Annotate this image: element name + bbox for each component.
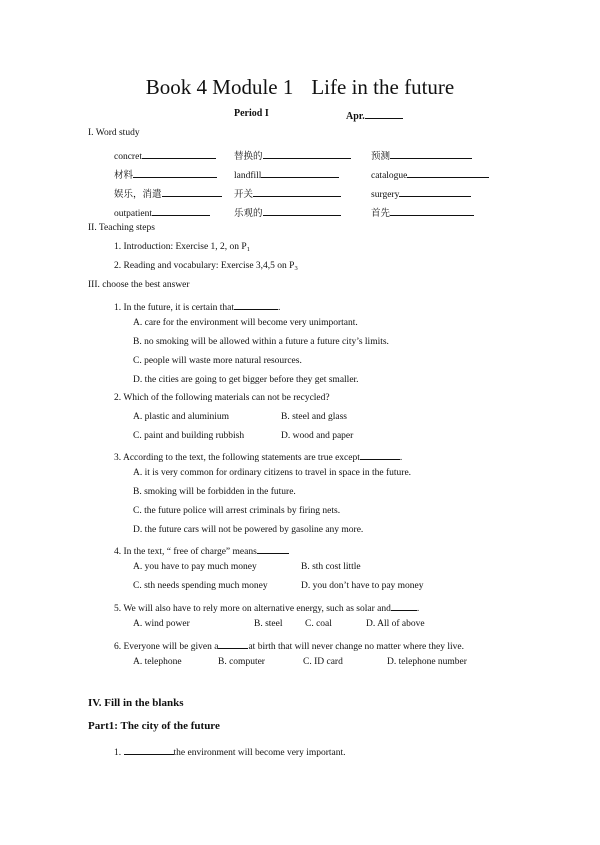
option: D. All of above <box>366 619 425 629</box>
date-blank <box>365 108 403 119</box>
choose-heading: III. choose the best answer <box>88 280 190 290</box>
word-item: surgery <box>371 186 471 200</box>
option: B. computer <box>218 657 265 667</box>
option: D. the cities are going to get bigger before they get smaller. <box>133 375 359 385</box>
option: B. sth cost little <box>301 562 361 572</box>
word-item: 首先 <box>371 205 474 219</box>
date-label: Apr. <box>346 111 365 122</box>
date-field <box>346 108 403 122</box>
option: B. smoking will be forbidden in the future. <box>133 487 296 497</box>
option: C. sth needs spending much money <box>133 581 268 591</box>
option: A. wind power <box>133 619 190 629</box>
question-2: 2. Which of the following materials can not be recycled? <box>114 393 330 403</box>
word-item: 乐观的 <box>234 205 341 219</box>
word-item: 替换的 <box>234 148 351 162</box>
part-title: Part1: The city of the future <box>88 720 220 732</box>
option: A. it is very common for ordinary citizens to travel in space in the future. <box>133 468 412 478</box>
word-item: 预测 <box>371 148 472 162</box>
option: C. the future police will arrest criminals by firing nets. <box>133 506 341 516</box>
word-item: 开关 <box>234 186 341 200</box>
fill-heading: IV. Fill in the blanks <box>88 697 184 709</box>
option: A. plastic and aluminium <box>133 412 230 422</box>
option: D. you don’t have to pay money <box>301 581 424 591</box>
word-item: 材料 <box>114 167 217 181</box>
period-label: Period I <box>234 108 269 119</box>
word-item: landfill <box>234 167 339 181</box>
option: D. the future cars will not be powered by gasoline any more. <box>133 525 364 535</box>
word-item: catalogue <box>371 167 489 181</box>
option: B. no smoking will be allowed within a future a future city’s limits. <box>133 337 389 347</box>
question-5: 5. We will also have to rely more on alternative energy, such as solar and . <box>114 600 419 614</box>
option: A. telephone <box>133 657 182 667</box>
option: D. telephone number <box>387 657 467 667</box>
option: C. ID card <box>303 657 343 667</box>
question-1: 1. In the future, it is certain that . <box>114 299 280 313</box>
title-book-module: Book 4 Module 1 <box>145 75 294 99</box>
option: C. paint and building rubbish <box>133 431 245 441</box>
teaching-steps-heading: II. Teaching steps <box>88 223 155 233</box>
page-title <box>0 75 600 100</box>
option: B. steel <box>254 619 283 629</box>
question-3: 3. According to the text, the following statements are true except . <box>114 449 402 463</box>
word-study-heading: I. Word study <box>88 128 140 138</box>
step-2: 2. Reading and vocabulary: Exercise 3,4,5 on $P_3$ <box>114 261 298 272</box>
option: A. you have to pay much money <box>133 562 257 572</box>
option: C. people will waste more natural resources. <box>133 356 302 366</box>
option: D. wood and paper <box>281 431 354 441</box>
word-item: 娱乐，消遣 <box>114 186 222 200</box>
option: B. steel and glass <box>281 412 347 422</box>
question-4: 4. In the text, “ free of charge” means <box>114 543 289 557</box>
fill-item-1: 1. the environment will become very important. <box>114 744 346 758</box>
option: C. coal <box>305 619 332 629</box>
word-item: outpatient <box>114 205 210 219</box>
option: A. care for the environment will become very unimportant. <box>133 318 358 328</box>
title-topic: Life in the future <box>311 75 455 99</box>
word-item: concret <box>114 148 216 162</box>
step-1: 1. Introduction: Exercise 1, 2, on $P_1$ <box>114 242 250 253</box>
question-6: 6. Everyone will be given a at birth that will never change no matter where they live. <box>114 638 464 652</box>
